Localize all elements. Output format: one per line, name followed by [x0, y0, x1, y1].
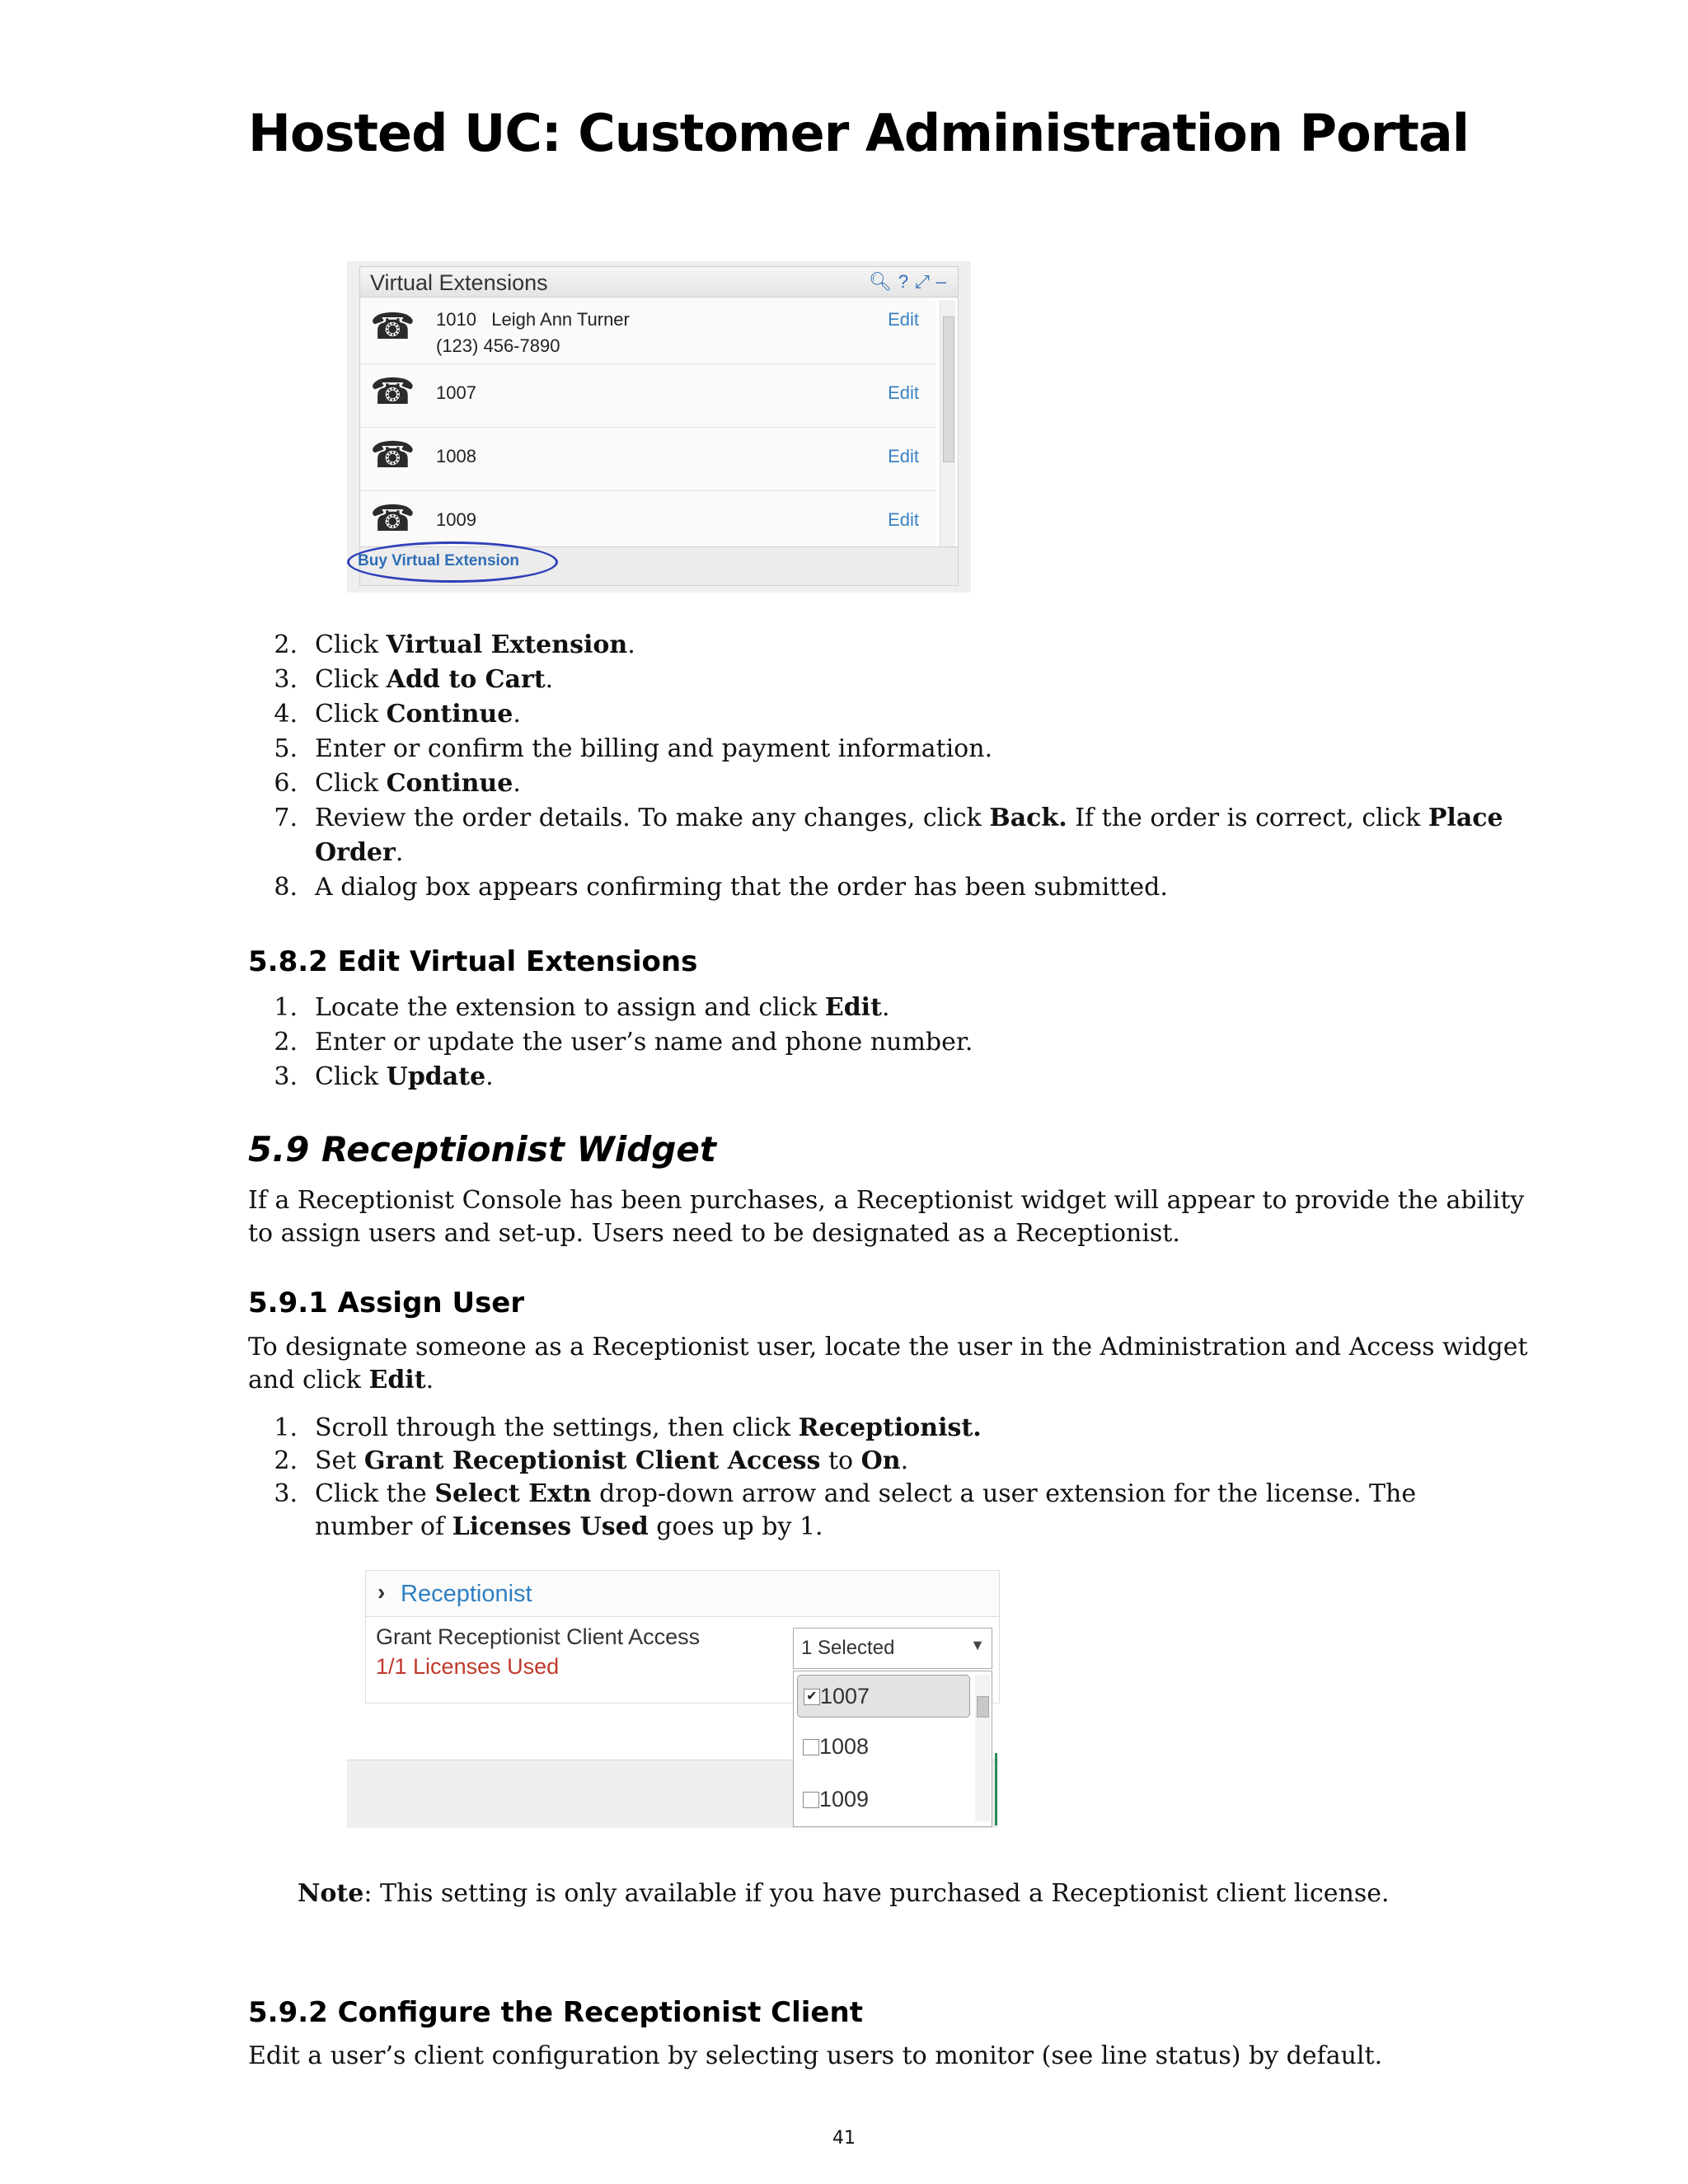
ordered-steps: 1. Scroll through the settings, then click Receptionist. 2. Set Grant Receptionist Client Access to On. 3. Click the Select Extn drop-down arrow and select a user extension for the license. The number of Licenses Used goes up by 1. [274, 1413, 1417, 1541]
dropdown-option[interactable] [797, 1779, 968, 1820]
list-item [360, 364, 935, 428]
extension-number: 1007 [436, 382, 476, 403]
licenses-used: 1/1 Licenses Used [376, 1654, 560, 1679]
widget-header-icons [869, 271, 953, 293]
scrollbar[interactable] [975, 1675, 990, 1821]
section-heading: 5.9.2 Configure the Receptionist Client [248, 1996, 863, 2029]
extension-number: 1009 [436, 509, 476, 530]
phone-icon: ☎︎ [370, 435, 415, 476]
extension-user-name: Leigh Ann Turner [491, 309, 630, 330]
checkbox-checked[interactable]: ✔ [804, 1689, 820, 1705]
panel-header[interactable] [366, 1571, 999, 1617]
checkbox[interactable] [803, 1739, 819, 1755]
checkbox[interactable] [803, 1792, 819, 1808]
virtual-extensions-widget [347, 261, 971, 593]
extension-number: 1008 [436, 446, 476, 466]
receptionist-title[interactable]: Receptionist [401, 1581, 532, 1607]
expand-icon[interactable]: ⤢ [915, 271, 936, 292]
chevron-right-icon: › [377, 1579, 386, 1605]
ordered-steps: 1. Locate the extension to assign and click Edit. 2. Enter or update the user’s name and phone number. 3. Click Update. [274, 993, 973, 1091]
scrollbar-thumb[interactable] [977, 1696, 989, 1718]
dropdown-list [793, 1671, 992, 1827]
extension-number: 1010 [436, 309, 476, 330]
note: Note: This setting is only available if you have purchased a Receptionist client license. [298, 1879, 1390, 1908]
edit-link[interactable]: Edit [888, 382, 919, 403]
list-item [360, 491, 935, 547]
widget-title: Virtual Extensions [370, 270, 548, 295]
dropdown-value: 1 Selected [801, 1637, 895, 1659]
section-heading: 5.9.1 Assign User [248, 1286, 525, 1319]
list-item [360, 298, 935, 364]
dropdown-option[interactable] [797, 1675, 970, 1718]
ordered-steps: 2. Click Virtual Extension. 3. Click Add to Cart. 4. Click Continue. 5. Enter or confirm the billing and payment information. 6. Click Continue. 7. Review the order details. To make any changes, click Back. If the order is correct, click Place Order. 8. A dialog box appears confirming that the order has been submitted. [274, 630, 1503, 902]
paragraph: If a Receptionist Console has been purchases, a Receptionist widget will appear to provide the ability to assign users and set-up. Users need to be designated as a Receptionist. [248, 1186, 1525, 1248]
receptionist-widget [347, 1570, 998, 1827]
help-icon[interactable]: ? [898, 271, 916, 292]
scrollbar[interactable] [940, 300, 955, 547]
widget-header [360, 267, 958, 298]
extension-phone-number: (123) 456-7890 [436, 335, 560, 356]
option-label: 1008 [819, 1734, 870, 1759]
phone-icon: ☎︎ [370, 372, 415, 412]
select-extn-dropdown[interactable] [793, 1628, 992, 1669]
search-icon[interactable]: 🔍︎ [868, 271, 898, 292]
divider [995, 1753, 997, 1825]
chevron-down-icon[interactable]: ▼ [970, 1637, 985, 1653]
option-label: 1007 [820, 1684, 870, 1708]
dropdown-option[interactable] [797, 1726, 968, 1767]
section-heading: 5.9 Receptionist Widget [248, 1129, 716, 1169]
phone-icon: ☎︎ [370, 307, 415, 347]
edit-link[interactable]: Edit [888, 309, 919, 330]
page-title: Hosted UC: Customer Administration Portal [248, 103, 1469, 163]
scrollbar-thumb[interactable] [943, 316, 954, 462]
list-item [360, 428, 935, 491]
widget-frame [359, 266, 959, 586]
section-heading: 5.8.2 Edit Virtual Extensions [248, 945, 698, 978]
setting-label: Grant Receptionist Client Access [376, 1624, 701, 1649]
option-label: 1009 [819, 1787, 870, 1811]
page-number: 41 [832, 2128, 856, 2149]
paragraph: To designate someone as a Receptionist user, locate the user in the Administration and Access widget and click Edit. [248, 1333, 1528, 1394]
buy-virtual-extension-button[interactable]: Buy Virtual Extension [358, 552, 520, 569]
edit-link[interactable]: Edit [888, 446, 919, 466]
edit-link[interactable]: Edit [888, 509, 919, 530]
minimize-icon[interactable]: – [935, 271, 953, 292]
paragraph: Edit a user’s client configuration by selecting users to monitor (see line status) by default. [248, 2041, 1383, 2070]
phone-icon: ☎︎ [370, 499, 415, 539]
